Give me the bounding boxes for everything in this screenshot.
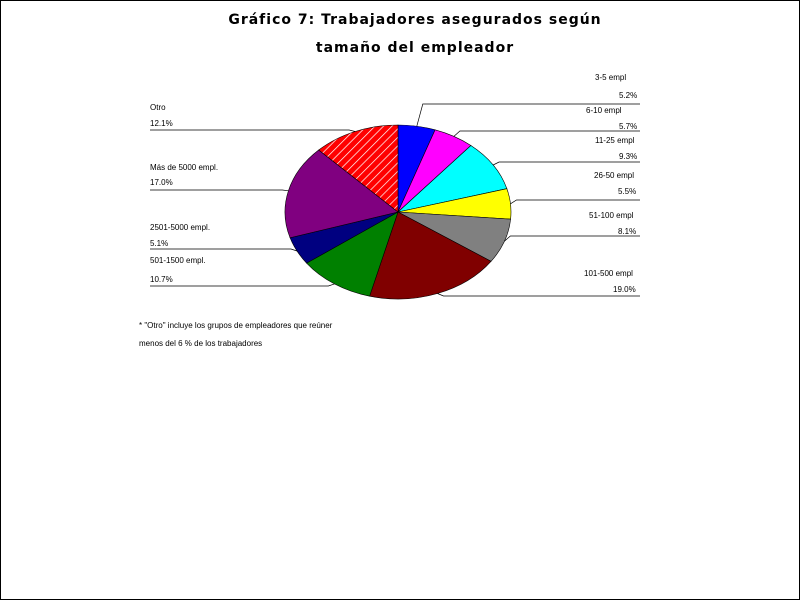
- slice-value-label: 5.5%: [618, 187, 637, 196]
- footnote-line-1: * "Otro" incluye los grupos de empleadores que reúner: [139, 321, 333, 330]
- slice-label: 501-1500 empl.: [150, 256, 206, 265]
- leader-line: [511, 200, 641, 204]
- chart-title-line-2: tamaño del empleador: [315, 40, 515, 56]
- slice-label: 26-50 empl: [594, 171, 635, 180]
- slice-value-label: 5.2%: [619, 91, 638, 100]
- leader-line: [150, 130, 355, 132]
- slice-label: 3-5 empl: [595, 73, 627, 82]
- leader-line: [150, 284, 334, 286]
- slice-value-label: 8.1%: [618, 227, 637, 236]
- slice-value-label: 5.7%: [619, 122, 638, 131]
- leader-line: [504, 236, 640, 241]
- footnote-line-2: menos del 6 % de los trabajadores: [139, 339, 263, 348]
- leader-line: [438, 294, 641, 297]
- slice-value-label: 5.1%: [150, 239, 169, 248]
- slice-value-label: 12.1%: [150, 119, 173, 128]
- slice-label: 101-500 empl: [584, 269, 633, 278]
- slice-label: 2501-5000 empl.: [150, 223, 211, 232]
- leader-line: [150, 190, 288, 191]
- slice-label: 11-25 empl: [595, 136, 635, 145]
- slice-label: Más de 5000 empl.: [150, 163, 219, 172]
- slice-value-label: 10.7%: [150, 275, 173, 284]
- slice-value-label: 19.0%: [613, 285, 636, 294]
- slice-label: Otro: [150, 103, 166, 112]
- chart-title-line-1: Gráfico 7: Trabajadores asegurados según: [228, 12, 602, 28]
- leader-line: [493, 162, 640, 165]
- slice-label: 6-10 empl: [586, 106, 622, 115]
- leader-line: [150, 249, 297, 251]
- slice-label: 51-100 empl: [589, 211, 634, 220]
- slice-value-label: 17.0%: [150, 178, 173, 187]
- slice-value-label: 9.3%: [619, 152, 638, 161]
